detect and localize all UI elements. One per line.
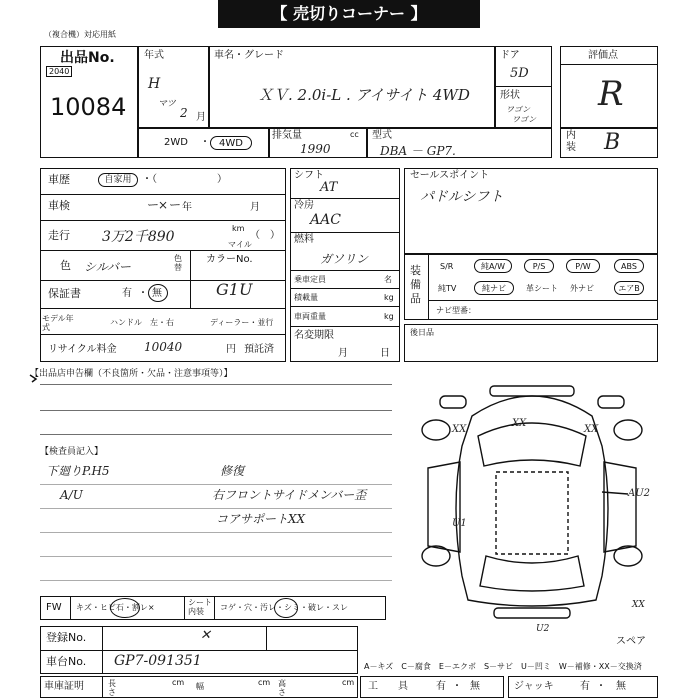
mileage-value: 3万2千890 — [102, 229, 175, 245]
inspection-year: 年 — [182, 202, 192, 213]
displacement-label: 排気量 — [272, 130, 302, 141]
post-day-label: 後日品 — [410, 328, 434, 337]
chassis-label: 車台No. — [46, 655, 87, 668]
chassis-value: GP7-091351 — [114, 653, 202, 669]
tools-yes: 有 — [436, 681, 446, 692]
lot-number: 10084 — [50, 93, 127, 121]
tools-label: 工 具 — [368, 681, 408, 692]
drive-2wd: 2WD — [164, 137, 188, 148]
diagram-mark-xx-right: XX — [584, 424, 599, 435]
model-year-label: モデル年式 — [42, 314, 74, 332]
tools-dot: ・ — [452, 681, 462, 692]
inspector-line-3: 修復 — [220, 464, 245, 478]
registration-label: 登録No. — [46, 631, 87, 644]
dims-length-unit: cm — [172, 678, 185, 687]
mileage-unit-km: km — [232, 224, 245, 233]
cooling-label: 冷房 — [294, 200, 314, 211]
smudge-mark — [28, 368, 38, 378]
diagram-mark-au2: AU2 — [628, 488, 651, 499]
year-era: H — [148, 76, 161, 92]
model-label: 車名・グレード — [214, 50, 284, 61]
warranty-dot: ・ — [138, 288, 148, 299]
inspector-line-1: 下廻りP.H5 — [46, 464, 110, 478]
history-option-circled: 自家用 — [98, 173, 138, 187]
history-label: 車歴 — [48, 173, 70, 186]
equip-awheel-circled: 純A/W — [474, 259, 512, 273]
equip-abs: ABS — [614, 259, 644, 273]
color-label: 色 — [60, 259, 71, 272]
warranty-label: 保証書 — [48, 287, 81, 300]
color-change-label: 色替 — [174, 254, 182, 272]
diagram-mark-xx-left: XX — [452, 424, 467, 435]
equip-ext-navi: 外ナビ — [570, 284, 594, 293]
year-value: 2 — [180, 106, 188, 120]
inspector-line-5: コアサポートXX — [216, 512, 306, 526]
name-change-day: 日 — [380, 348, 390, 359]
door-label: ドア — [500, 50, 520, 61]
recycle-value: 10040 — [144, 340, 183, 354]
inspection-label: 車検 — [48, 199, 70, 212]
dims-label: 車庫証明 — [44, 681, 84, 692]
interior-value: B — [604, 130, 621, 155]
inspection-month: 月 — [250, 202, 260, 213]
diagram-mark-spare-xx: XX — [632, 600, 645, 610]
drive-4wd-circled: 4WD — [210, 136, 252, 150]
name-change-label: 名変期限 — [294, 330, 334, 341]
equip-tv: 純TV — [438, 284, 457, 293]
exhibitor-label: 【出品店申告欄（不良箇所・欠品・注意事項等）】 — [30, 369, 233, 379]
car-diagram — [402, 376, 662, 632]
type-value: DBA － GP7. — [380, 144, 456, 158]
model-year-handle: ハンドル 左・右 — [110, 318, 174, 327]
dims-height-label: 高さ — [278, 679, 286, 697]
dims-width-label: 幅 — [196, 682, 204, 691]
equip-sr: S/R — [440, 262, 454, 271]
sheet-banner: 【 売切りコーナー 】 — [218, 0, 480, 28]
equip-pw: P/W — [566, 259, 600, 273]
jack-yes: 有 — [580, 681, 590, 692]
type-label: 型式 — [372, 130, 392, 141]
shape-value-2: ワゴン — [512, 115, 536, 124]
color-value: シルバー — [84, 260, 131, 274]
shift-label: シフト — [294, 170, 324, 181]
capacity-unit: 名 — [384, 275, 392, 284]
inspector-line-2: A/U — [60, 488, 83, 502]
lot-stamp: 2040 — [46, 66, 72, 77]
spare-label: スペア — [616, 636, 646, 647]
history-rest: ・（ ） — [142, 174, 227, 185]
sales-point-value: パドルシフト — [420, 189, 504, 205]
recycle-label: リサイクル料金 — [48, 344, 117, 355]
recycle-note: 預託済 — [244, 344, 274, 355]
post-day-box — [404, 324, 658, 362]
header-note: （複合機）対応用紙 — [44, 30, 116, 39]
registration-x-mark: ✕ — [200, 628, 211, 643]
equip-navi-circled: 純ナビ — [474, 281, 514, 295]
seat-stain-circle — [274, 598, 298, 618]
year-label: 年式 — [144, 50, 164, 61]
mileage-unit-mile: マイル — [228, 240, 252, 249]
dims-width-unit: cm — [258, 678, 271, 687]
lot-label: 出品No. — [60, 50, 115, 66]
fw-chip-circle — [110, 598, 140, 618]
seat-items: コゲ・穴・汚レ・シミ・破レ・スレ — [220, 603, 348, 612]
displacement-unit: cc — [350, 130, 359, 139]
tools-no: 無 — [470, 681, 480, 692]
capacity-label: 乗車定員 — [294, 275, 326, 284]
mileage-label: 走行 — [48, 229, 70, 242]
diagram-mark-xx-front: XX — [512, 418, 527, 429]
mileage-paren: （ ） — [250, 230, 280, 241]
model-year-dealer: ディーラー・並行 — [210, 318, 274, 327]
weight-unit: kg — [384, 312, 394, 321]
jack-no: 無 — [616, 681, 626, 692]
drive-dot: ・ — [200, 137, 210, 148]
seat-label: シート内装 — [188, 598, 212, 616]
car-diagram-svg — [402, 376, 662, 632]
inspector-label: 【検査員記入】 — [40, 447, 104, 457]
cooling-value: AAC — [310, 212, 341, 228]
shift-value: AT — [320, 180, 338, 195]
inspector-line-4: 右フロントサイドメンバー歪 — [212, 488, 367, 502]
shape-value: ワゴン — [506, 105, 530, 114]
fuel-label: 燃料 — [294, 234, 314, 245]
color-code-label: カラーNo. — [206, 254, 253, 265]
dims-length-label: 長さ — [108, 679, 116, 697]
score-label: 評価点 — [588, 50, 618, 61]
model-value: ＸＶ. 2.0i-L . アイサイト 4WD — [258, 86, 470, 104]
fw-items: キズ・ヒビ石・割レ× — [76, 603, 155, 612]
door-value: 5D — [510, 66, 529, 81]
diagram-mark-u2: U2 — [536, 624, 550, 634]
equipment-label: 装備品 — [410, 264, 421, 305]
navi-model-label: ナビ型番： — [436, 306, 476, 315]
damage-legend: A－キズ C－腐食 E－エクボ S－サビ U－凹ミ W－補修・XX－交換済 — [364, 662, 642, 671]
year-month-word: マツ — [158, 99, 176, 109]
jack-dot: ・ — [596, 681, 606, 692]
warranty-no: 無 — [152, 288, 162, 299]
shape-label: 形状 — [500, 90, 520, 101]
color-code: G1U — [216, 280, 253, 299]
fuel-value: ガソリン — [320, 252, 369, 266]
inspection-mark: ー×ー — [146, 198, 181, 212]
recycle-unit: 円 — [226, 344, 236, 355]
equip-leather: 革シート — [526, 284, 558, 293]
load-unit: kg — [384, 293, 394, 302]
sales-point-label: セールスポイント — [410, 170, 490, 181]
equip-ps: P/S — [524, 259, 554, 273]
name-change-month: 月 — [338, 348, 348, 359]
displacement-value: 1990 — [300, 142, 331, 156]
warranty-yes: 有 — [122, 288, 132, 299]
jack-label: ジャッキ — [514, 681, 554, 692]
load-label: 積載量 — [294, 293, 318, 302]
equip-airbag: エアB — [614, 281, 644, 295]
interior-label: 内装 — [566, 130, 576, 153]
diagram-mark-u1: U1 — [452, 518, 467, 529]
score-value: R — [598, 74, 624, 114]
weight-label: 車両重量 — [294, 312, 326, 321]
year-unit: 月 — [196, 112, 206, 123]
fw-label: FW — [46, 602, 62, 613]
dims-height-unit: cm — [342, 678, 355, 687]
